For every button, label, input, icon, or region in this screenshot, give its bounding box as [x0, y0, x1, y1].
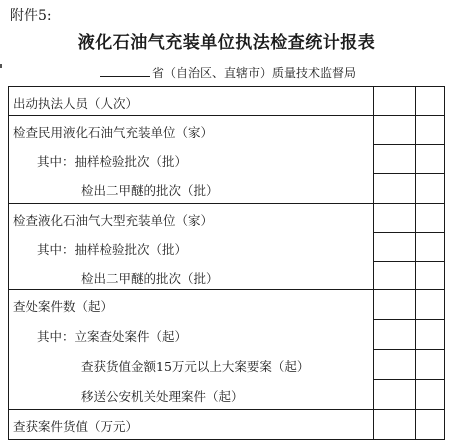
column-divider-2	[415, 87, 416, 439]
subtitle-text: 省（自治区、直辖市）质量技术监督局	[152, 66, 357, 80]
column-divider-1	[373, 87, 374, 439]
margin-mark	[0, 64, 2, 68]
row-label: 检出二甲醚的批次（批）	[81, 183, 219, 198]
row-label: 检查液化石油气大型充装单位（家）	[13, 213, 214, 228]
cell-separator	[373, 379, 444, 380]
cell-separator	[373, 261, 444, 262]
statistics-table	[8, 86, 445, 440]
group-separator	[9, 203, 444, 204]
report-subtitle	[100, 64, 356, 81]
group-separator	[9, 115, 444, 116]
report-title: 液化石油气充装单位执法检查统计报表	[77, 33, 376, 53]
row-label: 其中：立案查处案件（起）	[37, 329, 188, 344]
row-label: 移送公安机关处理案件（起）	[81, 389, 244, 404]
group-separator	[9, 409, 444, 410]
cell-separator	[373, 144, 444, 145]
row-label: 查获案件货值（万元）	[13, 419, 139, 434]
row-label: 查获货值金额15万元以上大案要案（起）	[81, 359, 310, 374]
cell-separator	[373, 349, 444, 350]
cell-separator	[373, 319, 444, 320]
row-label: 出动执法人员（人次）	[13, 96, 139, 111]
row-label: 检查民用液化石油气充装单位（家）	[13, 125, 214, 140]
province-blank-line	[100, 64, 150, 77]
row-label: 查处案件数（起）	[13, 299, 114, 314]
cell-separator	[373, 232, 444, 233]
group-separator	[9, 289, 444, 290]
cell-separator	[373, 173, 444, 174]
row-label: 其中：抽样检验批次（批）	[37, 154, 188, 169]
row-label: 检出二甲醚的批次（批）	[81, 271, 219, 286]
row-label: 其中：抽样检验批次（批）	[37, 242, 188, 257]
attachment-label: 附件5:	[10, 8, 52, 24]
